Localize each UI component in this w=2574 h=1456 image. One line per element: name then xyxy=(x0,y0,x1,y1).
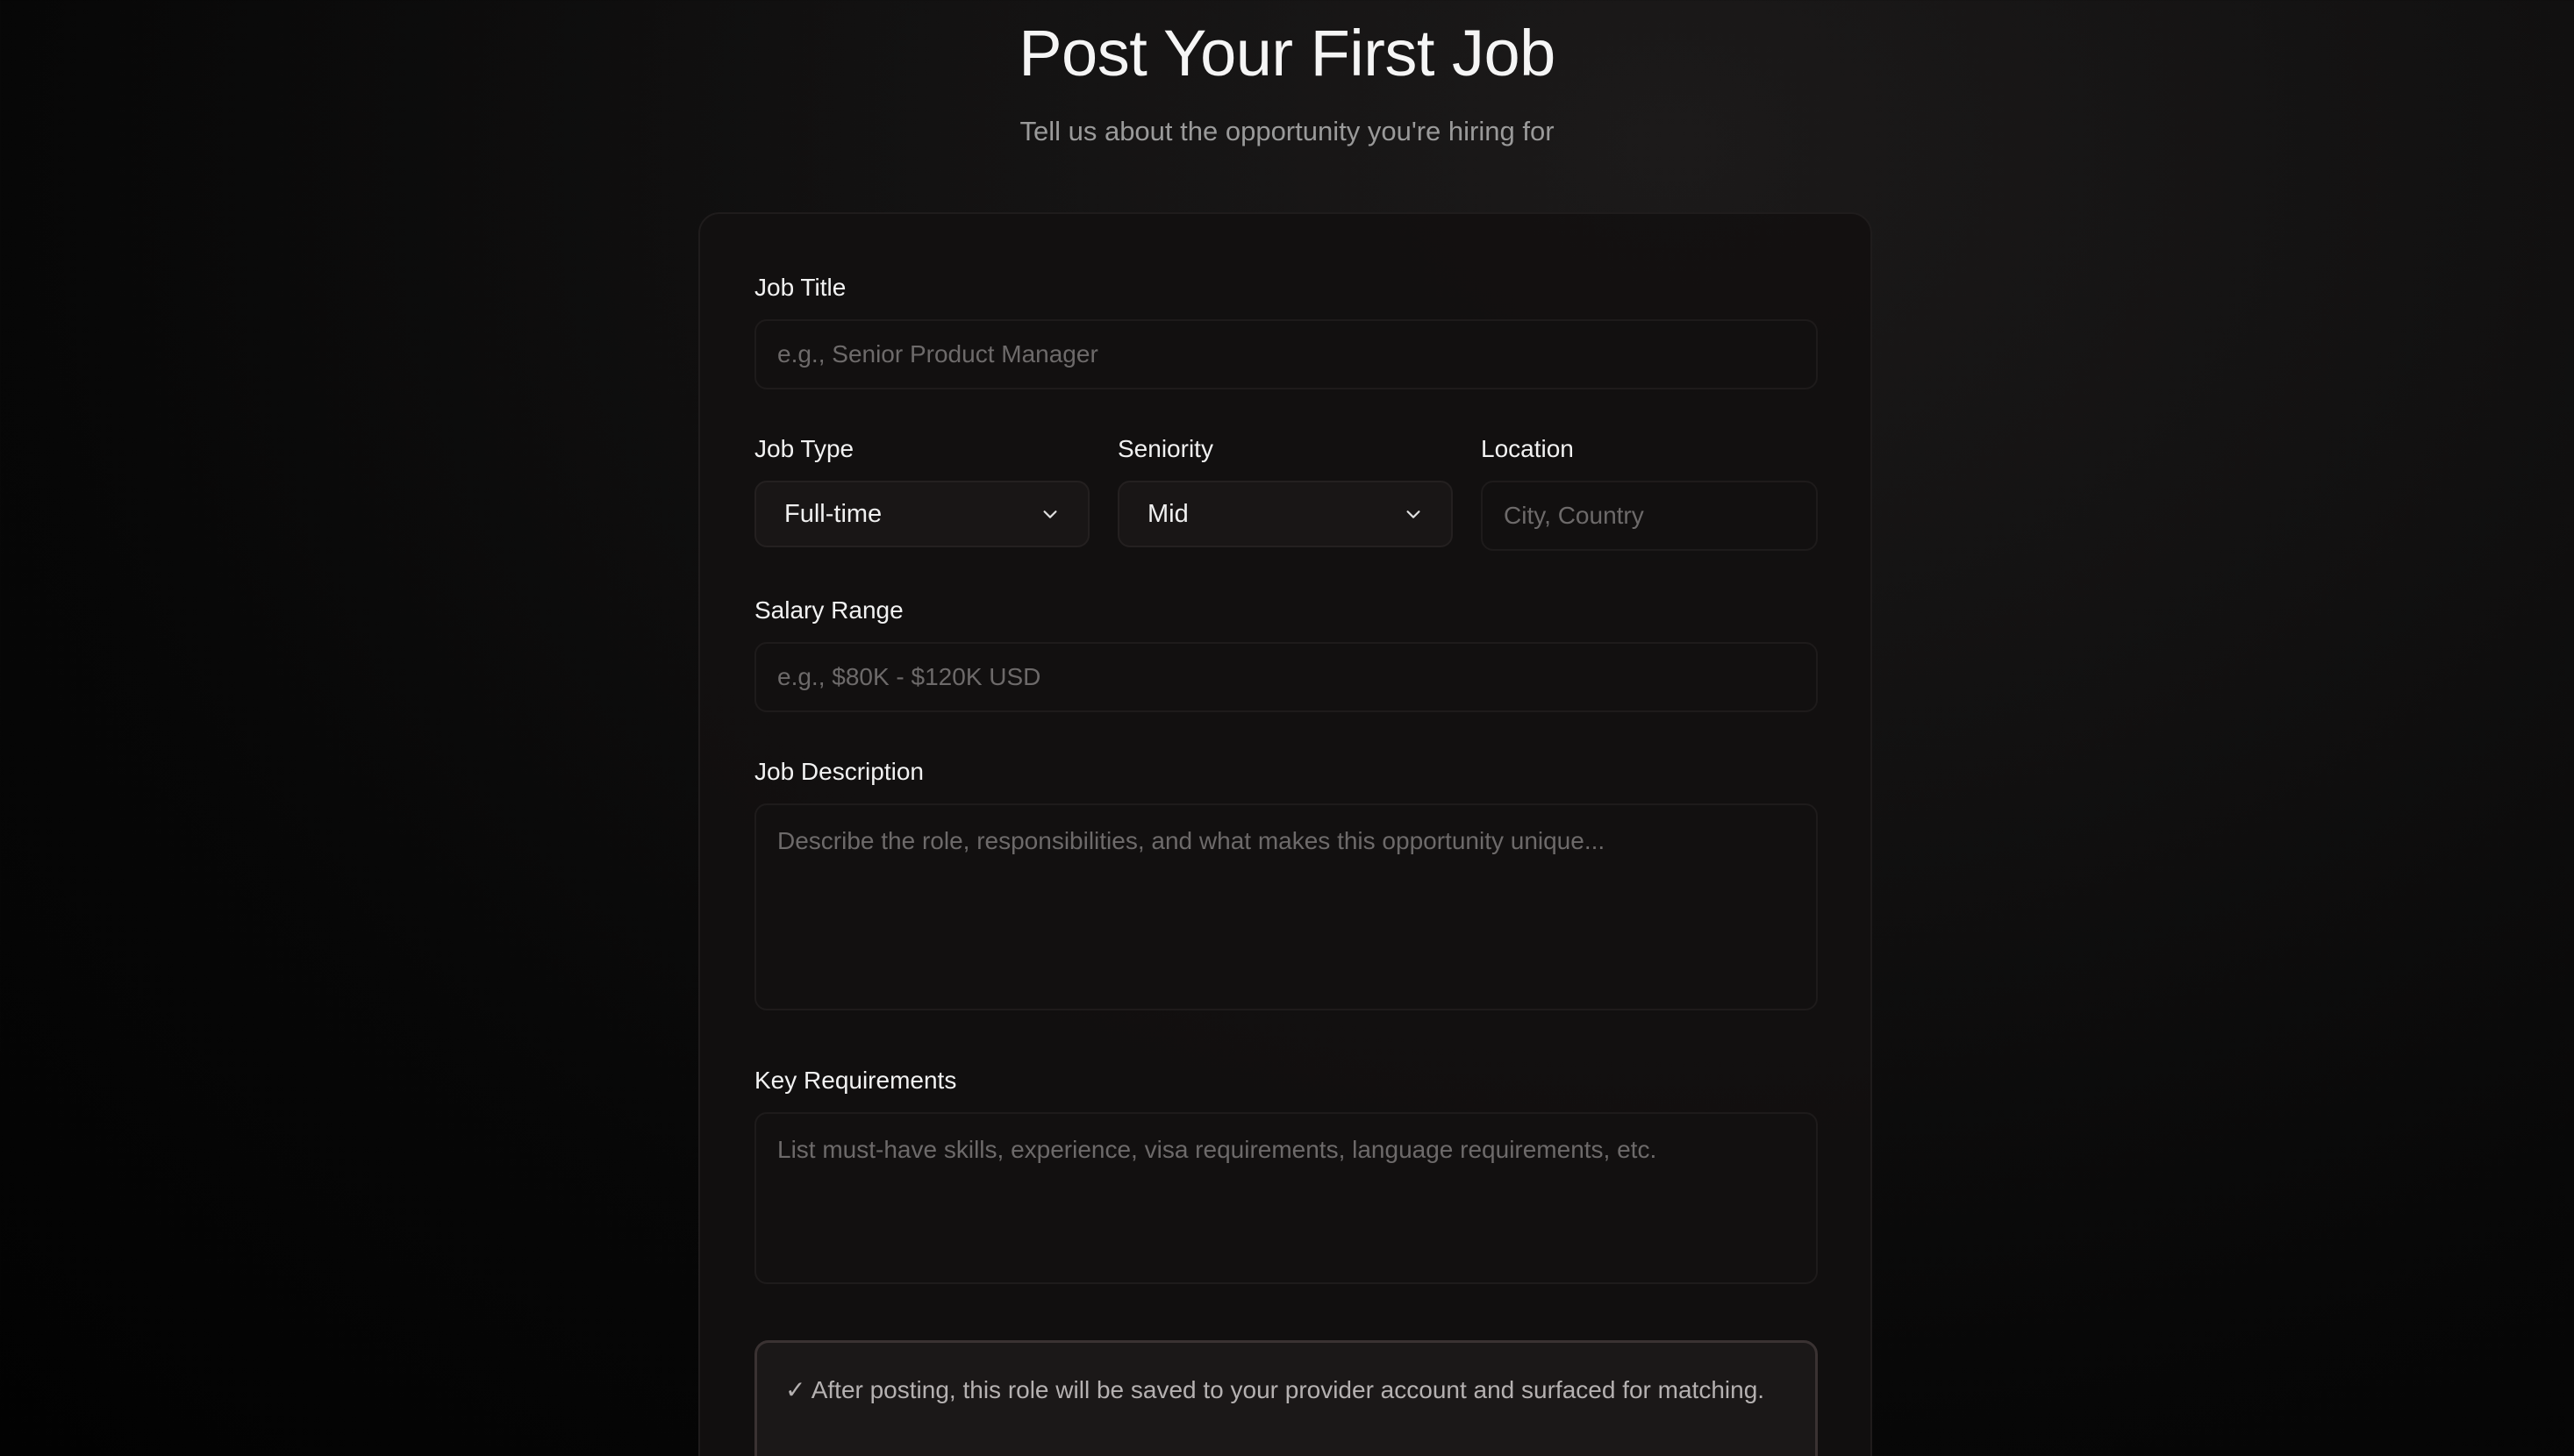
seniority-label: Seniority xyxy=(1118,435,1213,462)
seniority-select[interactable] xyxy=(1118,481,1453,547)
job-title-input[interactable] xyxy=(754,319,1818,389)
seniority-selected-value: Mid xyxy=(1148,499,1189,528)
job-type-selected-value: Full-time xyxy=(784,499,883,528)
salary-range-label: Salary Range xyxy=(754,596,904,624)
page-subtitle: Tell us about the opportunity you're hiring for xyxy=(1019,116,1555,146)
job-type-label: Job Type xyxy=(754,435,854,462)
chevron-down-icon xyxy=(1404,504,1423,524)
key-requirements-textarea[interactable] xyxy=(754,1112,1818,1284)
notice-text: After posting, this role will be saved to your provider account and surfaced for matching. xyxy=(811,1376,1765,1403)
post-info-notice xyxy=(754,1340,1818,1456)
salary-range-input[interactable] xyxy=(754,642,1818,712)
chevron-down-icon xyxy=(1040,504,1060,524)
job-description-textarea[interactable] xyxy=(754,803,1818,1010)
job-title-label: Job Title xyxy=(754,274,847,301)
location-input[interactable] xyxy=(1481,481,1818,551)
job-description-label: Job Description xyxy=(754,758,924,785)
page-title: Post Your First Job xyxy=(1019,17,1555,89)
job-type-select[interactable] xyxy=(754,481,1090,547)
key-requirements-label: Key Requirements xyxy=(754,1067,957,1094)
checkmark-icon: ✓ xyxy=(785,1376,806,1403)
location-label: Location xyxy=(1481,435,1574,462)
job-form-card xyxy=(698,212,1872,1456)
